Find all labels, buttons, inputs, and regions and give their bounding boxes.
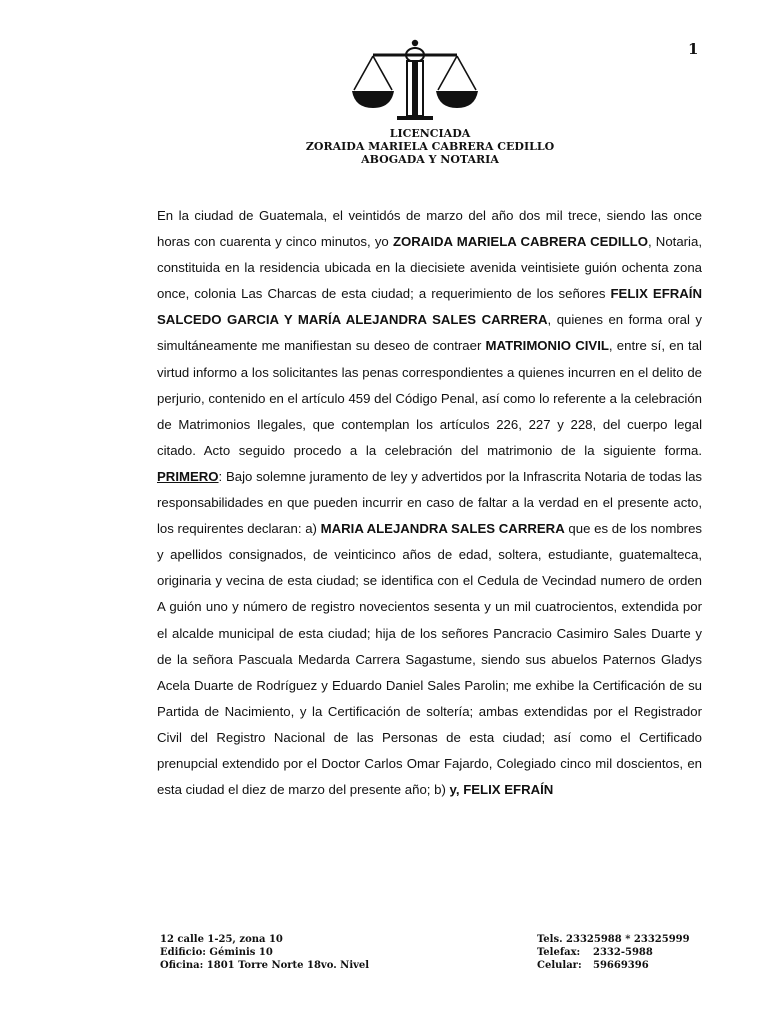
footer-address — [160, 933, 460, 972]
fax-value: 2332-5988 — [593, 947, 653, 958]
letterhead — [230, 127, 630, 166]
body-text-1: En la ciudad de Guatemala, el veintidós de marzo del año dos mil trece, siendo las once horas con cuarenta y cinco minutos, yo — [157, 208, 702, 250]
footer-cell — [537, 959, 737, 972]
letterhead-profession: ABOGADA Y NOTARIA — [361, 153, 499, 166]
footer-contact — [537, 933, 737, 972]
scales-of-justice-icon — [349, 38, 481, 122]
footer-address-line-2: Edificio: Géminis 10 — [160, 947, 273, 958]
footer-address-line-1: 12 calle 1-25, zona 10 — [160, 934, 283, 945]
page-number: 1 — [688, 40, 699, 58]
bride-name: MARIA ALEJANDRA SALES CARRERA — [320, 521, 565, 537]
fax-label: Telefax: — [537, 947, 581, 958]
footer-phones: Tels. 23325988 * 23325999 — [537, 934, 690, 945]
letterhead-title: LICENCIADA — [389, 127, 471, 140]
body-text-4: , entre sí, en tal virtud informo a los solicitantes las penas correspondientes a quienes incurren en el delito de perjurio, contenido en el artículo 459 del Código Penal, así como lo referente a la celebración de Matrimonios Ilegales, que contemplan los artículos 226, 227 y 228, del cuerpo legal citado. Acto seguido procedo a la celebración del matrimonio de la siguiente forma. — [157, 338, 702, 458]
primero-heading: PRIMERO — [157, 468, 219, 484]
notary-name: ZORAIDA MARIELA CABRERA CEDILLO — [392, 234, 648, 250]
body-text-3: , quienes en forma oral y simultáneamente me manifiestan su deseo de contraer — [157, 312, 703, 354]
document-body — [157, 203, 702, 803]
applicants-names: FELIX EFRAÍN SALCEDO GARCIA Y MARÍA ALEJANDRA SALES CARRERA — [157, 286, 702, 328]
letterhead-name: ZORAIDA MARIELA CABRERA CEDILLO — [305, 140, 555, 153]
body-text-6: que es de los nombres y apellidos consignados, de veinticinco años de edad, soltera, estudiante, guatemalteca, originaria y vecina de esta ciudad; se identifica con el Cedula de Vecindad numero de orden A guión uno y número de registro novecientos sesenta y un mil cuatrocientos, extendida por el alcalde municipal de esta ciudad; hija de los señores Pancracio Casimiro Sales Duarte y de la señora Pascuala Medarda Carrera Sagastume, siendo sus abuelos Paternos Gladys Acela Duarte de Rodríguez y Eduardo Daniel Sales Parolin; me exhibe la Certificación de su Partida de Nacimiento, y la Certificación de soltería; ambas extendidas por el Registrador Civil del Registro Nacional de las Personas de esta ciudad; así como el Certificado prenupcial extendido por el Doctor Carlos Omar Fajardo, Colegiado cinco mil doscientos, en esta ciudad el diez de marzo del presente año; b) — [157, 521, 702, 798]
cell-value: 59669396 — [593, 960, 649, 971]
body-text-2: , Notaria, constituida en la residencia ubicada en la diecisiete avenida veintisiete guión ochenta zona once, colonia Las Charcas de esta ciudad; a requerimiento de los señores — [157, 234, 702, 302]
body-text-5: : Bajo solemne juramento de ley y advertidos por la Infrascrita Notaria de todas las responsabilidades en que pueden incurrir en caso de faltar a la verdad en el presente acto, los requirentes declaran: a) — [157, 468, 702, 537]
footer-address-line-3: Oficina: 1801 Torre Norte 18vo. Nivel — [160, 960, 370, 971]
cell-label: Celular: — [537, 960, 582, 971]
groom-name: y, FELIX EFRAÍN — [449, 782, 554, 798]
civil-marriage-label: MATRIMONIO CIVIL — [485, 338, 609, 354]
footer-fax — [537, 946, 737, 959]
